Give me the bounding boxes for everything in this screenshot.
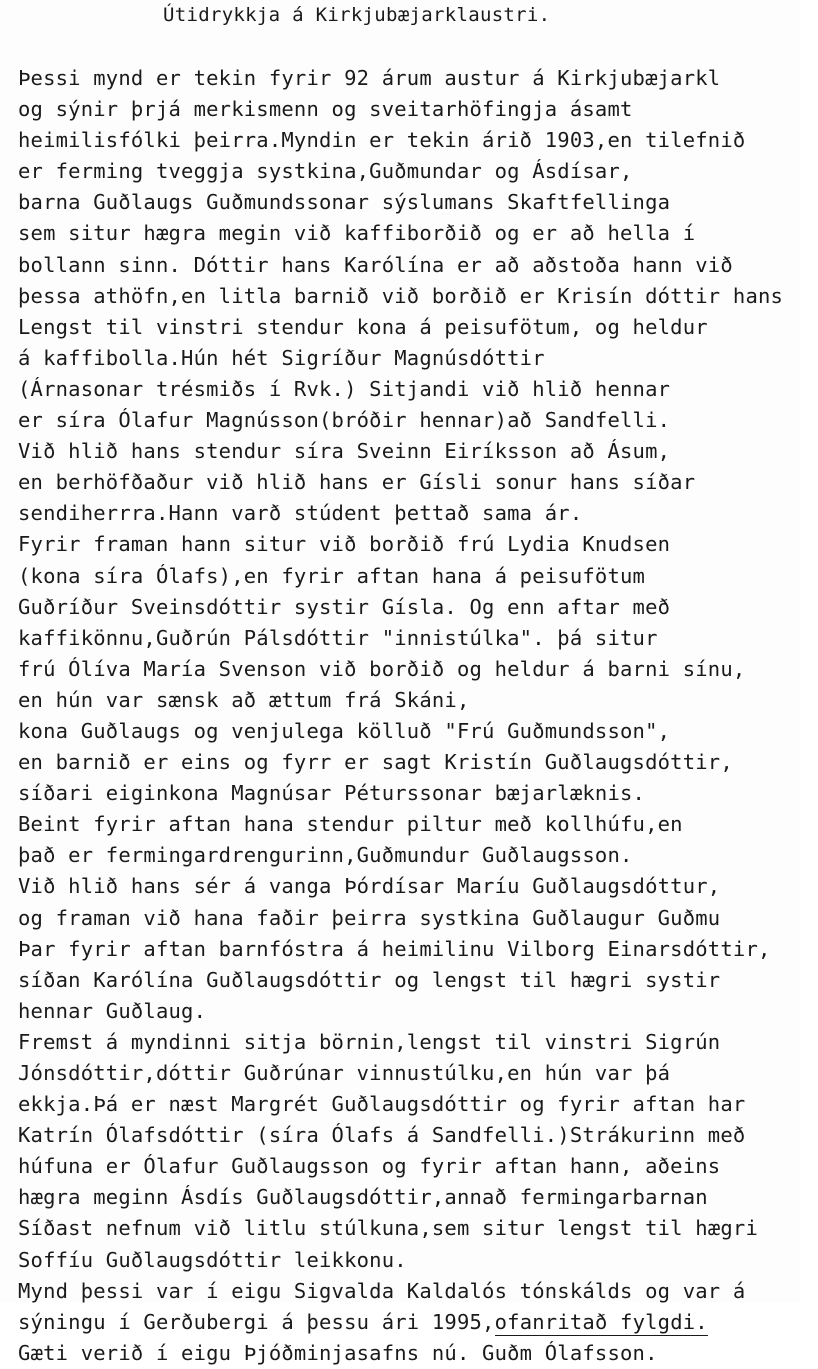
text-line: bollann sinn. Dóttir hans Karólína er að aðstoða hann við	[18, 252, 733, 277]
text-line: Síðast nefnum við litlu stúlkuna,sem situr lengst til hægri	[18, 1216, 758, 1241]
text-line: frú Ólíva María Svenson við borðið og heldur á barni sínu,	[18, 656, 746, 681]
text-line: og framan við hana faðir þeirra systkina Guðlaugur Guðmu	[18, 905, 721, 930]
text-line: kona Guðlaugs og venjulega kölluð "Frú Guðmundsson",	[18, 718, 671, 743]
text-line-closing: Gæti verið í eigu Þjóðminjasafns nú. Guðm Ólafsson.	[18, 1340, 658, 1365]
text-line-with-underline	[18, 1307, 818, 1338]
document-body	[18, 63, 818, 1369]
text-line: (Árnasonar trésmiðs í Rvk.) Sitjandi við hlið hennar	[18, 376, 671, 401]
text-line: Katrín Ólafsdóttir (síra Ólafs á Sandfelli.)Strákurinn með	[18, 1123, 746, 1148]
text-line: Við hlið hans stendur síra Sveinn Eiríksson að Ásum,	[18, 439, 671, 464]
text-line: Lengst til vinstri stendur kona á peisufötum, og heldur	[18, 314, 708, 339]
text-line: en barnið er eins og fyrr er sagt Kristín Guðlaugsdóttir,	[18, 750, 733, 775]
text-line: barna Guðlaugs Guðmundssonar sýslumans Skaftfellinga	[18, 190, 671, 215]
text-line: heimilisfólki þeirra.Myndin er tekin árið 1903,en tilefnið	[18, 128, 746, 153]
text-line-head: sýningu í Gerðubergi á þessu ári 1995,	[18, 1309, 495, 1334]
text-line: Soffíu Guðlaugsdóttir leikkonu.	[18, 1247, 407, 1272]
text-line: er ferming tveggja systkina,Guðmundar og Ásdísar,	[18, 159, 633, 184]
text-line: síðari eiginkona Magnúsar Péturssonar bæjarlæknis.	[18, 781, 646, 806]
text-line: Þar fyrir aftan barnfóstra á heimilinu Vilborg Einarsdóttir,	[18, 936, 771, 961]
text-line: er síra Ólafur Magnússon(bróðir hennar)að Sandfelli.	[18, 408, 671, 433]
text-line: Mynd þessi var í eigu Sigvalda Kaldalós tónskálds og var á	[18, 1278, 746, 1303]
text-line: kaffikönnu,Guðrún Pálsdóttir "innistúlka". þá situr	[18, 625, 658, 650]
text-line: og sýnir þrjá merkismenn og sveitarhöfingja ásamt	[18, 97, 633, 122]
text-line: Þessi mynd er tekin fyrir 92 árum austur á Kirkjubæjarkl	[18, 66, 721, 90]
text-line: Beint fyrir aftan hana stendur piltur með kollhúfu,en	[18, 812, 683, 837]
text-line: sem situr hægra megin við kaffiborðið og er að hella í	[18, 221, 696, 246]
document-title: Útidrykkja á Kirkjubæjarklaustri.	[163, 4, 551, 26]
underlined-phrase: ofanritað fylgdi.	[494, 1309, 708, 1334]
text-line: þessa athöfn,en litla barnið við borðið er Krisín dóttir hans	[18, 283, 784, 308]
text-line: síðan Karólína Guðlaugsdóttir og lengst til hægri systir	[18, 967, 721, 992]
text-line: sendiherrra.Hann varð stúdent þettað sama ár.	[18, 501, 583, 526]
text-line: á kaffibolla.Hún hét Sigríður Magnúsdóttir	[18, 345, 545, 370]
text-line: Við hlið hans sér á vanga Þórdísar Maríu Guðlaugsdóttur,	[18, 874, 721, 899]
text-line: það er fermingardrengurinn,Guðmundur Guðlaugsson.	[18, 843, 633, 868]
text-line: (kona síra Ólafs),en fyrir aftan hana á peisufötum	[18, 563, 646, 588]
text-line: Fyrir framan hann situr við borðið frú Lydia Knudsen	[18, 532, 671, 557]
text-line: hennar Guðlaug.	[18, 998, 207, 1023]
text-line: Jónsdóttir,dóttir Guðrúnar vinnustúlku,en hún var þá	[18, 1061, 671, 1085]
text-line: Fremst á myndinni sitja börnin,lengst til vinstri Sigrún	[18, 1029, 721, 1054]
text-line: ekkja.Þá er næst Margrét Guðlaugsdóttir og fyrir aftan har	[18, 1092, 746, 1117]
text-line: en berhöfðaður við hlið hans er Gísli sonur hans síðar	[18, 470, 696, 495]
text-line: Guðríður Sveinsdóttir systir Gísla. Og enn aftar með	[18, 594, 671, 619]
text-line: en hún var sænsk að ættum frá Skáni,	[18, 687, 470, 712]
text-line: húfuna er Ólafur Guðlaugsson og fyrir aftan hann, aðeins	[18, 1154, 721, 1179]
text-line: hægra meginn Ásdís Guðlaugsdóttir,annað fermingarbarnan	[18, 1185, 708, 1210]
